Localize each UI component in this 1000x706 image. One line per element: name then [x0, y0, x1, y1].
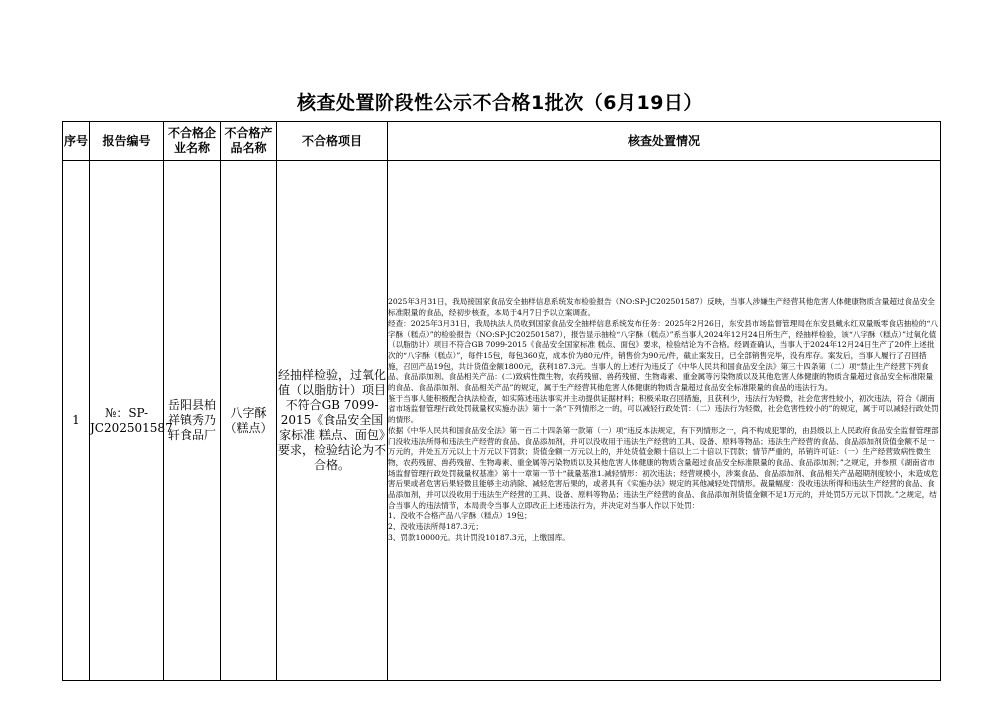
- header-company: 不合格企业名称: [164, 122, 221, 161]
- details-paragraph: 经查：2025年3月31日，我局执法人员收到国家食品安全抽样信息系统发布任务：2025年2月26日，东安县市场监督管理局在东安县戴永红双量贩零食店抽检的“八字酥（糕点）”的检验报告（NO:SP-JC202501587），报告显示抽检“八字酥（糕点）”系当事人2024年12月24日所生产，经抽样检验，该“八字酥（糕点）”过氧化值（以脂肪计）项目不符合GB 7099-2015《食品安全国家标准 糕点、面包》要求，检验结论为不合格。经调查确认，当事人于2024年12月24日生产了20件上述批次的“八字酥（糕点）”，每件15包，每包360克，成本价为80元/件，销售价为90元/件，截止案发日，已全部销售完毕，没有库存。案发后，当事人履行了召回措施，召回产品19包，共计货值金额1800元，获利187.3元。当事人的上述行为违反了《中华人民共和国食品安全法》第三十四条第（二）项“禁止生产经营下列食品、食品添加剂、食品相关产品：(二)致病性微生物，农药残留、兽药残留、生物毒素、重金属等污染物质以及其他危害人体健康的物质含量超过食品安全标准限量的食品、食品添加剂、食品相关产品”的规定，属于生产经营其他危害人体健康的物质含量超过食品安全标准限量的食品的违法行为。: [388, 318, 938, 393]
- details-paragraph: 依据《中华人民共和国食品安全法》第一百二十四条第一款第（一）项“违反本法规定，有下列情形之一，尚不构成犯罪的，由县级以上人民政府食品安全监督管理部门没收违法所得和违法生产经营的食品、食品添加剂，并可以没收用于违法生产经营的工具、设备、原料等物品；违法生产经营的食品、食品添加剂货值金额不足一万元的，并处五万元以上十万元以下罚款；货值金额一万元以上的，并处货值金额十倍以上二十倍以下罚款；情节严重的，吊销许可证：（一）生产经营致病性微生物，农药残留、兽药残留、生物毒素、重金属等污染物质以及其他危害人体健康的物质含量超过食品安全标准限量的食品、食品添加剂；”之规定，并参照《湖南省市场监督管理行政处罚裁量权基准》第十一章第一节十“裁量基准1.减轻情形：初次违法；经营规模小，涉案食品、食品添加剂、食品相关产品超期剂度较小，未造成危害后果或者危害后果轻微且能够主动消除、减轻危害后果的，或者具有《实施办法》规定的其他减轻处罚情形。裁量幅度：没收违法所得和违法生产经营的食品、食品添加剂，并可以没收用于违法生产经营的工具、设备、原料等物品；违法生产经营的食品、食品添加剂货值金额不足1万元的，并处罚5万元以下罚款。”之规定，结合当事人的违法情节，本局责令当事人立即改正上述违法行为，并决定对当事人作以下处罚：: [388, 425, 939, 510]
- details-paragraph: 3、罚款10000元。共计罚没10187.3元，上缴国库。: [388, 532, 570, 542]
- cell-product: 八字酥（糕点）: [221, 161, 277, 681]
- header-item: 不合格项目: [277, 122, 388, 161]
- header-product: 不合格产品名称: [221, 122, 277, 161]
- details-paragraph: 1、没收不合格产品八字酥（糕点）19包；: [388, 511, 532, 521]
- cell-company: 岳阳县柏祥镇秀乃轩食品厂: [164, 161, 221, 681]
- header-details: 核查处置情况: [388, 122, 941, 161]
- details-paragraph: 2025年3月31日，我局接国家食品安全抽样信息系统发布检验报告（NO:SP-JC202501587）反映，当事人涉嫌生产经营其他危害人体健康物质含量超过食品安全标准限量的食品，经初步核查，本局于4月7日予以立案调查。: [388, 297, 935, 318]
- table-row: [63, 161, 941, 681]
- disposal-table: [62, 121, 941, 681]
- header-seq: 序号: [63, 122, 90, 161]
- cell-item: 经抽样检验，过氧化值（以脂肪计）项目不符合GB 7099-2015《食品安全国家标准 糕点、面包》要求，检验结论为不合格。: [277, 161, 388, 681]
- cell-seq: 1: [63, 161, 90, 681]
- header-report-no: 报告编号: [90, 122, 164, 161]
- cell-details: [388, 161, 941, 681]
- details-paragraph: 鉴于当事人能积极配合执法检查，如实陈述违法事实并主动提供证据材料；积极采取召回措施，且获利少，违法行为轻微，社会危害性较小，初次违法，符合《湖南省市场监督管理行政处罚裁量权实施办法》第十一条“下列情形之一的，可以减轻行政处罚：（二）违法行为轻微，社会危害性较小的”的规定，属于可以减轻行政处罚的情形。: [388, 393, 939, 425]
- table-header-row: [63, 122, 941, 161]
- page-title: 核查处置阶段性公示不合格1批次（6月19日）: [297, 92, 703, 114]
- cell-report-no: №：SP-JC202501587: [90, 161, 164, 681]
- details-paragraph: 2、没收违法所得187.3元；: [388, 522, 483, 532]
